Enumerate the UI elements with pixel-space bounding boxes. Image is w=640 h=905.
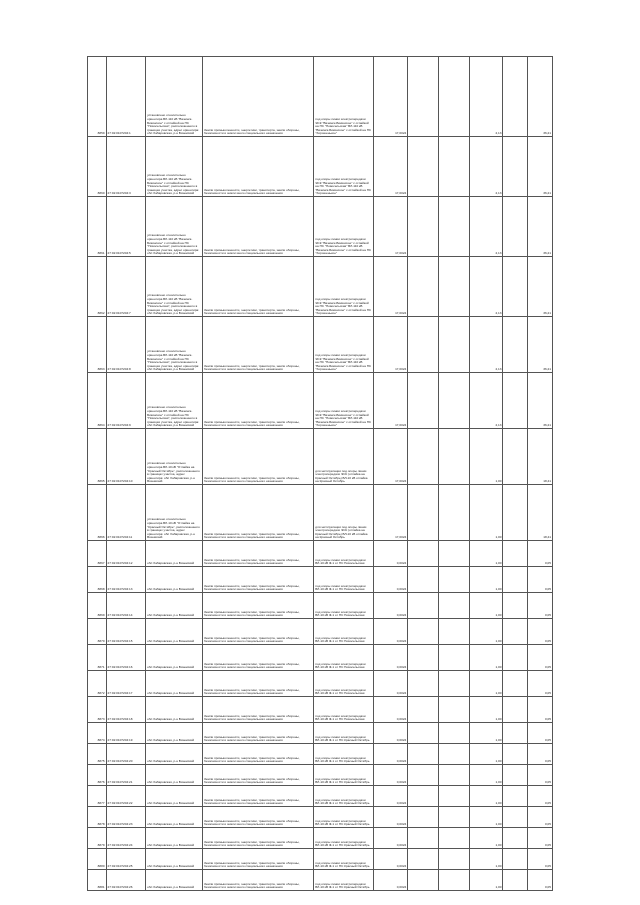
empty-cell-a bbox=[408, 541, 439, 567]
permitted-use: под опоры линии электропередачи ВЛ-10 кВ Ф-1 от ПС Красный Октябрь bbox=[314, 744, 373, 765]
table-row bbox=[88, 786, 553, 807]
area-value: 17,0024 bbox=[373, 137, 408, 197]
area-value: 0,0024 bbox=[373, 765, 408, 786]
location: установлено относительно ориентира ВЛ-110 кВ "Вяземск-Бикинское" с отпайкой на ПС "Новосельская", расположенного в границах участка, адрес ориентира: обл Хабаровская, р-н Вяземский bbox=[146, 197, 203, 257]
empty-cell-c bbox=[503, 849, 528, 870]
row-number: 8862 bbox=[88, 257, 107, 317]
row-number: 8864 bbox=[88, 373, 107, 429]
cadastral-number: 27:02:0107204:13 bbox=[106, 567, 146, 593]
permitted-use: для эксплуатации под опоры линии электропередачи ЭСК (отпайка на Красный Октябрь) ВЛ-10 кВ отпайка на Красный Октябрь bbox=[314, 485, 373, 541]
row-number: 8876 bbox=[88, 765, 107, 786]
area-value: 0,0024 bbox=[373, 593, 408, 619]
permitted-use: под опоры линии электропередачи ВЛ-10 кВ Ф-1 от ПС Красный Октябрь bbox=[314, 723, 373, 744]
sum-value: 36,21 bbox=[528, 317, 553, 373]
empty-cell-c bbox=[503, 744, 528, 765]
row-number: 8868 bbox=[88, 567, 107, 593]
sum-value: 0,05 bbox=[528, 828, 553, 849]
empty-cell-a bbox=[408, 870, 439, 891]
empty-cell-a bbox=[408, 849, 439, 870]
rate-value: 1,00 bbox=[470, 485, 503, 541]
area-value: 0,0024 bbox=[373, 697, 408, 723]
location: обл Хабаровская, р-н Вяземский bbox=[146, 645, 203, 671]
empty-cell-b bbox=[439, 645, 470, 671]
sum-value: 0,05 bbox=[528, 849, 553, 870]
sum-value: 18,41 bbox=[528, 429, 553, 485]
cadastral-number: 27:02:0107204:18 bbox=[106, 697, 146, 723]
location: установлено относительно ориентира ВЛ-10 кВ "Отпайка на "Красный Октябрь", расположенного в границах участка, адрес ориентира: обл Хабаровская, р-н Вяземский bbox=[146, 429, 203, 485]
area-value: 17,0024 bbox=[373, 429, 408, 485]
cadastral-number: 27:02:0107204:23 bbox=[106, 807, 146, 828]
empty-cell-c bbox=[503, 765, 528, 786]
rate-value: 2,13 bbox=[470, 257, 503, 317]
row-number: 8859 bbox=[88, 57, 107, 137]
empty-cell-a bbox=[408, 765, 439, 786]
sum-value: 0,05 bbox=[528, 807, 553, 828]
row-number: 8867 bbox=[88, 541, 107, 567]
empty-cell-a bbox=[408, 744, 439, 765]
empty-cell-b bbox=[439, 828, 470, 849]
permitted-use: под опоры линии электропередачи ВЛ-10 кВ Ф-1 от ПС Красный Октябрь bbox=[314, 807, 373, 828]
cadastral-number: 27:02:0107204:12 bbox=[106, 541, 146, 567]
cadastral-number: 27:02:0107204:19 bbox=[106, 723, 146, 744]
permitted-use: под опоры линии электропередачи ЭСК "Вяземск-Бикинское" с отпайкой на ПС "Новосельская" ВЛ-110 кВ "Вяземск-Бикинское" с отпайкой на ПС "Хорошенькое" bbox=[314, 373, 373, 429]
location: установлено относительно ориентира ВЛ-110 кВ "Вяземск-Бикинское" с отпайкой на ПС "Новосельская", расположенного в границах участка, адрес ориентира: обл Хабаровская, р-н Вяземский bbox=[146, 137, 203, 197]
empty-cell-c bbox=[503, 828, 528, 849]
land-category: Земли промышленности, энергетики, транспорта, земли обороны, безопасности и земли иного специального назначения bbox=[202, 671, 313, 697]
cadastral-number: 27:02:0107204:9 bbox=[106, 373, 146, 429]
empty-cell-b bbox=[439, 567, 470, 593]
cadastral-number: 27:02:0107204:25 bbox=[106, 849, 146, 870]
empty-cell-c bbox=[503, 697, 528, 723]
location: обл Хабаровская, р-н Вяземский bbox=[146, 786, 203, 807]
cadastral-number: 27:02:0107204:15 bbox=[106, 619, 146, 645]
sum-value: 36,21 bbox=[528, 257, 553, 317]
area-value: 0,0024 bbox=[373, 723, 408, 744]
empty-cell-b bbox=[439, 807, 470, 828]
area-value: 17,0024 bbox=[373, 373, 408, 429]
rate-value: 1,00 bbox=[470, 765, 503, 786]
permitted-use: под опоры линии электропередачи ВЛ-10 кВ Ф-1 от ПС Новосельская bbox=[314, 541, 373, 567]
land-category: Земли промышленности, энергетики, транспорта, земли обороны, безопасности и земли иного специального назначения bbox=[202, 57, 313, 137]
empty-cell-a bbox=[408, 317, 439, 373]
rate-value: 1,00 bbox=[470, 619, 503, 645]
row-number: 8880 bbox=[88, 849, 107, 870]
empty-cell-a bbox=[408, 671, 439, 697]
sum-value: 0,05 bbox=[528, 765, 553, 786]
empty-cell-a bbox=[408, 828, 439, 849]
rate-value: 1,00 bbox=[470, 697, 503, 723]
location: установлено относительно ориентира ВЛ-110 кВ "Вяземск-Бикинское" с отпайкой на ПС "Новосельская", расположенного в границах участка, адрес ориентира: обл Хабаровская, р-н Вяземский bbox=[146, 257, 203, 317]
permitted-use: под опоры линии электропередачи ВЛ-10 кВ Ф-1 от ПС Новосельская bbox=[314, 671, 373, 697]
sum-value: 36,21 bbox=[528, 137, 553, 197]
table-row bbox=[88, 828, 553, 849]
empty-cell-a bbox=[408, 137, 439, 197]
location: обл Хабаровская, р-н Вяземский bbox=[146, 593, 203, 619]
permitted-use: под опоры линии электропередачи ЭСК "Вяземск-Бикинское" с отпайкой на ПС "Новосельская" ВЛ-110 кВ "Вяземск-Бикинское" с отпайкой на ПС "Хорошенькое" bbox=[314, 317, 373, 373]
table-row bbox=[88, 870, 553, 891]
table-row bbox=[88, 645, 553, 671]
location: обл Хабаровская, р-н Вяземский bbox=[146, 723, 203, 744]
permitted-use: под опоры линии электропередачи ВЛ-10 кВ Ф-1 от ПС Новосельская bbox=[314, 697, 373, 723]
location: установлено относительно ориентира ВЛ-10 кВ "Отпайка на "Красный Октябрь", расположенного в границах участка, адрес ориентира: обл Хабаровская, р-н Вяземский bbox=[146, 485, 203, 541]
empty-cell-c bbox=[503, 567, 528, 593]
empty-cell-b bbox=[439, 849, 470, 870]
row-number: 8863 bbox=[88, 317, 107, 373]
sum-value: 0,05 bbox=[528, 786, 553, 807]
empty-cell-c bbox=[503, 671, 528, 697]
empty-cell-c bbox=[503, 807, 528, 828]
row-number: 8861 bbox=[88, 197, 107, 257]
cadastral-table bbox=[87, 56, 553, 891]
table-row bbox=[88, 765, 553, 786]
table-row bbox=[88, 567, 553, 593]
empty-cell-b bbox=[439, 744, 470, 765]
permitted-use: под опоры линии электропередачи ВЛ-10 кВ Ф-1 от ПС Красный Октябрь bbox=[314, 786, 373, 807]
cadastral-number: 27:02:0107204:11 bbox=[106, 485, 146, 541]
empty-cell-b bbox=[439, 429, 470, 485]
empty-cell-c bbox=[503, 541, 528, 567]
cadastral-number: 27:02:0107204:20 bbox=[106, 744, 146, 765]
table-row bbox=[88, 373, 553, 429]
land-category: Земли промышленности, энергетики, транспорта, земли обороны, безопасности и земли иного специального назначения bbox=[202, 485, 313, 541]
table-row bbox=[88, 429, 553, 485]
location: обл Хабаровская, р-н Вяземский bbox=[146, 828, 203, 849]
sum-value: 0,05 bbox=[528, 619, 553, 645]
sum-value: 0,05 bbox=[528, 567, 553, 593]
permitted-use: для эксплуатации под опоры линии электропередачи ЭСК (отпайка на Красный Октябрь) ВЛ-10 кВ отпайка на Красный Октябрь bbox=[314, 429, 373, 485]
permitted-use: под опоры линии электропередачи ВЛ-10 кВ Ф-1 от ПС Красный Октябрь bbox=[314, 849, 373, 870]
area-value: 17,0024 bbox=[373, 485, 408, 541]
empty-cell-c bbox=[503, 870, 528, 891]
area-value: 0,0024 bbox=[373, 567, 408, 593]
permitted-use: под опоры линии электропередачи ВЛ-10 кВ Ф-1 от ПС Красный Октябрь bbox=[314, 870, 373, 891]
land-category: Земли промышленности, энергетики, транспорта, земли обороны, безопасности и земли иного специального назначения bbox=[202, 257, 313, 317]
rate-value: 1,00 bbox=[470, 645, 503, 671]
sum-value: 0,05 bbox=[528, 645, 553, 671]
area-value: 17,0024 bbox=[373, 57, 408, 137]
cadastral-number: 27:02:0107204:10 bbox=[106, 429, 146, 485]
row-number: 8881 bbox=[88, 870, 107, 891]
location: обл Хабаровская, р-н Вяземский bbox=[146, 849, 203, 870]
location: обл Хабаровская, р-н Вяземский bbox=[146, 619, 203, 645]
sum-value: 0,05 bbox=[528, 697, 553, 723]
area-value: 0,0024 bbox=[373, 671, 408, 697]
table-row bbox=[88, 619, 553, 645]
empty-cell-c bbox=[503, 723, 528, 744]
land-category: Земли промышленности, энергетики, транспорта, земли обороны, безопасности и земли иного специального назначения bbox=[202, 870, 313, 891]
permitted-use: под опоры линии электропередачи ЭСК "Вяземск-Бикинское" с отпайкой на ПС "Новосельская" ВЛ-110 кВ "Вяземск-Бикинское" с отпайкой на ПС "Хорошенькое" bbox=[314, 197, 373, 257]
row-number: 8865 bbox=[88, 429, 107, 485]
empty-cell-a bbox=[408, 57, 439, 137]
rate-value: 1,00 bbox=[470, 593, 503, 619]
land-category: Земли промышленности, энергетики, транспорта, земли обороны, безопасности и земли иного специального назначения bbox=[202, 137, 313, 197]
empty-cell-c bbox=[503, 317, 528, 373]
rate-value: 1,00 bbox=[470, 828, 503, 849]
area-value: 0,0024 bbox=[373, 786, 408, 807]
area-value: 17,0024 bbox=[373, 197, 408, 257]
rate-value: 2,13 bbox=[470, 197, 503, 257]
empty-cell-a bbox=[408, 197, 439, 257]
permitted-use: под опоры линии электропередачи ВЛ-10 кВ Ф-1 от ПС Новосельская bbox=[314, 645, 373, 671]
sum-value: 0,05 bbox=[528, 671, 553, 697]
empty-cell-a bbox=[408, 807, 439, 828]
row-number: 8877 bbox=[88, 786, 107, 807]
land-category: Земли промышленности, энергетики, транспорта, земли обороны, безопасности и земли иного специального назначения bbox=[202, 317, 313, 373]
empty-cell-b bbox=[439, 257, 470, 317]
table-row bbox=[88, 807, 553, 828]
empty-cell-b bbox=[439, 373, 470, 429]
table-row bbox=[88, 697, 553, 723]
table-row bbox=[88, 485, 553, 541]
permitted-use: под опоры линии электропередачи ВЛ-10 кВ Ф-1 от ПС Новосельская bbox=[314, 593, 373, 619]
area-value: 0,0024 bbox=[373, 645, 408, 671]
permitted-use: под опоры линии электропередачи ЭСК "Вяземск-Бикинское" с отпайкой на ПС "Новосельская" ВЛ-110 кВ "Вяземск-Бикинское" с отпайкой на ПС "Хорошенькое" bbox=[314, 57, 373, 137]
empty-cell-b bbox=[439, 485, 470, 541]
empty-cell-b bbox=[439, 765, 470, 786]
empty-cell-c bbox=[503, 137, 528, 197]
area-value: 0,0024 bbox=[373, 744, 408, 765]
cadastral-number: 27:02:0107204:3 bbox=[106, 137, 146, 197]
row-number: 8875 bbox=[88, 744, 107, 765]
empty-cell-a bbox=[408, 373, 439, 429]
permitted-use: под опоры линии электропередачи ВЛ-10 кВ Ф-1 от ПС Красный Октябрь bbox=[314, 828, 373, 849]
rate-value: 1,00 bbox=[470, 807, 503, 828]
rate-value: 2,13 bbox=[470, 137, 503, 197]
empty-cell-a bbox=[408, 645, 439, 671]
empty-cell-b bbox=[439, 317, 470, 373]
rate-value: 1,00 bbox=[470, 429, 503, 485]
area-value: 0,0024 bbox=[373, 541, 408, 567]
empty-cell-a bbox=[408, 429, 439, 485]
land-category: Земли промышленности, энергетики, транспорта, земли обороны, безопасности и земли иного специального назначения bbox=[202, 697, 313, 723]
location: обл Хабаровская, р-н Вяземский bbox=[146, 541, 203, 567]
row-number: 8866 bbox=[88, 485, 107, 541]
sum-value: 0,05 bbox=[528, 541, 553, 567]
land-category: Земли промышленности, энергетики, транспорта, земли обороны, безопасности и земли иного специального назначения bbox=[202, 645, 313, 671]
land-category: Земли промышленности, энергетики, транспорта, земли обороны, безопасности и земли иного специального назначения bbox=[202, 593, 313, 619]
land-category: Земли промышленности, энергетики, транспорта, земли обороны, безопасности и земли иного специального назначения bbox=[202, 765, 313, 786]
land-category: Земли промышленности, энергетики, транспорта, земли обороны, безопасности и земли иного специального назначения bbox=[202, 744, 313, 765]
rate-value: 1,00 bbox=[470, 567, 503, 593]
table-row bbox=[88, 197, 553, 257]
table-row bbox=[88, 723, 553, 744]
empty-cell-c bbox=[503, 257, 528, 317]
area-value: 17,0024 bbox=[373, 317, 408, 373]
permitted-use: под опоры линии электропередачи ВЛ-10 кВ Ф-1 от ПС Красный Октябрь bbox=[314, 765, 373, 786]
empty-cell-b bbox=[439, 870, 470, 891]
sum-value: 0,05 bbox=[528, 870, 553, 891]
sum-value: 0,05 bbox=[528, 593, 553, 619]
area-value: 0,0024 bbox=[373, 619, 408, 645]
empty-cell-a bbox=[408, 697, 439, 723]
land-category: Земли промышленности, энергетики, транспорта, земли обороны, безопасности и земли иного специального назначения bbox=[202, 619, 313, 645]
row-number: 8873 bbox=[88, 697, 107, 723]
land-category: Земли промышленности, энергетики, транспорта, земли обороны, безопасности и земли иного специального назначения bbox=[202, 541, 313, 567]
location: обл Хабаровская, р-н Вяземский bbox=[146, 671, 203, 697]
permitted-use: под опоры линии электропередачи ВЛ-10 кВ Ф-1 от ПС Новосельская bbox=[314, 619, 373, 645]
location: установлено относительно ориентира ВЛ-110 кВ "Вяземск-Бикинское" с отпайкой на ПС "Новосельская", расположенного в границах участка, адрес ориентира: обл Хабаровская, р-н Вяземский bbox=[146, 317, 203, 373]
land-category: Земли промышленности, энергетики, транспорта, земли обороны, безопасности и земли иного специального назначения bbox=[202, 567, 313, 593]
land-category: Земли промышленности, энергетики, транспорта, земли обороны, безопасности и земли иного специального назначения bbox=[202, 849, 313, 870]
empty-cell-c bbox=[503, 645, 528, 671]
empty-cell-b bbox=[439, 723, 470, 744]
rate-value: 1,00 bbox=[470, 541, 503, 567]
row-number: 8871 bbox=[88, 645, 107, 671]
empty-cell-b bbox=[439, 197, 470, 257]
empty-cell-b bbox=[439, 541, 470, 567]
cadastral-number: 27:02:0107204:7 bbox=[106, 257, 146, 317]
empty-cell-c bbox=[503, 197, 528, 257]
sum-value: 36,21 bbox=[528, 373, 553, 429]
land-category: Земли промышленности, энергетики, транспорта, земли обороны, безопасности и земли иного специального назначения bbox=[202, 197, 313, 257]
cadastral-number: 27:02:0107204:26 bbox=[106, 870, 146, 891]
row-number: 8878 bbox=[88, 807, 107, 828]
permitted-use: под опоры линии электропередачи ЭСК "Вяземск-Бикинское" с отпайкой на ПС "Новосельская" ВЛ-110 кВ "Вяземск-Бикинское" с отпайкой на ПС "Хорошенькое" bbox=[314, 137, 373, 197]
location: обл Хабаровская, р-н Вяземский bbox=[146, 807, 203, 828]
empty-cell-b bbox=[439, 619, 470, 645]
table-row bbox=[88, 57, 553, 137]
sum-value: 18,41 bbox=[528, 485, 553, 541]
cadastral-number: 27:02:0107204:16 bbox=[106, 645, 146, 671]
area-value: 0,0024 bbox=[373, 828, 408, 849]
empty-cell-a bbox=[408, 567, 439, 593]
permitted-use: под опоры линии электропередачи ВЛ-10 кВ Ф-1 от ПС Новосельская bbox=[314, 567, 373, 593]
empty-cell-b bbox=[439, 593, 470, 619]
land-category: Земли промышленности, энергетики, транспорта, земли обороны, безопасности и земли иного специального назначения bbox=[202, 373, 313, 429]
location: обл Хабаровская, р-н Вяземский bbox=[146, 697, 203, 723]
empty-cell-c bbox=[503, 593, 528, 619]
empty-cell-b bbox=[439, 671, 470, 697]
empty-cell-c bbox=[503, 619, 528, 645]
empty-cell-a bbox=[408, 619, 439, 645]
cadastral-number: 27:02:0107204:14 bbox=[106, 593, 146, 619]
empty-cell-c bbox=[503, 429, 528, 485]
cadastral-number: 27:02:0107204:17 bbox=[106, 671, 146, 697]
table-row bbox=[88, 849, 553, 870]
location: обл Хабаровская, р-н Вяземский bbox=[146, 567, 203, 593]
empty-cell-b bbox=[439, 697, 470, 723]
sum-value: 0,05 bbox=[528, 744, 553, 765]
row-number: 8869 bbox=[88, 593, 107, 619]
table-row bbox=[88, 137, 553, 197]
location: установлено относительно ориентира ВЛ-110 кВ "Вяземск-Бикинское" с отпайкой на ПС "Новосельская", расположенного в границах участка, адрес ориентира: обл Хабаровская, р-н Вяземский bbox=[146, 373, 203, 429]
rate-value: 1,00 bbox=[470, 870, 503, 891]
empty-cell-c bbox=[503, 373, 528, 429]
location: обл Хабаровская, р-н Вяземский bbox=[146, 765, 203, 786]
area-value: 17,0024 bbox=[373, 257, 408, 317]
land-category: Земли промышленности, энергетики, транспорта, земли обороны, безопасности и земли иного специального назначения bbox=[202, 786, 313, 807]
table-row bbox=[88, 317, 553, 373]
row-number: 8870 bbox=[88, 619, 107, 645]
table-row bbox=[88, 541, 553, 567]
land-category: Земли промышленности, энергетики, транспорта, земли обороны, безопасности и земли иного специального назначения bbox=[202, 429, 313, 485]
location: установлено относительно ориентира ВЛ-110 кВ "Вяземск-Бикинское" с отпайкой на ПС "Новосельская", расположенного в границах участка, адрес ориентира: обл Хабаровская, р-н Вяземский bbox=[146, 57, 203, 137]
area-value: 0,0024 bbox=[373, 849, 408, 870]
cadastral-number: 27:02:0107204:1 bbox=[106, 57, 146, 137]
sum-value: 0,05 bbox=[528, 723, 553, 744]
empty-cell-c bbox=[503, 57, 528, 137]
table-row bbox=[88, 744, 553, 765]
empty-cell-a bbox=[408, 786, 439, 807]
cadastral-number: 27:02:0107204:22 bbox=[106, 786, 146, 807]
sum-value: 36,21 bbox=[528, 57, 553, 137]
rate-value: 1,00 bbox=[470, 723, 503, 744]
empty-cell-c bbox=[503, 786, 528, 807]
rate-value: 1,00 bbox=[470, 671, 503, 697]
rate-value: 1,00 bbox=[470, 786, 503, 807]
rate-value: 1,00 bbox=[470, 744, 503, 765]
area-value: 0,0024 bbox=[373, 807, 408, 828]
empty-cell-b bbox=[439, 57, 470, 137]
empty-cell-b bbox=[439, 137, 470, 197]
location: обл Хабаровская, р-н Вяземский bbox=[146, 870, 203, 891]
table-row bbox=[88, 593, 553, 619]
row-number: 8879 bbox=[88, 828, 107, 849]
cadastral-number: 27:02:0107204:8 bbox=[106, 317, 146, 373]
cadastral-number: 27:02:0107204:24 bbox=[106, 828, 146, 849]
location: обл Хабаровская, р-н Вяземский bbox=[146, 744, 203, 765]
empty-cell-a bbox=[408, 485, 439, 541]
land-category: Земли промышленности, энергетики, транспорта, земли обороны, безопасности и земли иного специального назначения bbox=[202, 807, 313, 828]
cadastral-number: 27:02:0107204:21 bbox=[106, 765, 146, 786]
cadastral-number: 27:02:0107204:5 bbox=[106, 197, 146, 257]
empty-cell-a bbox=[408, 593, 439, 619]
rate-value: 2,13 bbox=[470, 57, 503, 137]
area-value: 0,0024 bbox=[373, 870, 408, 891]
empty-cell-b bbox=[439, 786, 470, 807]
rate-value: 1,00 bbox=[470, 849, 503, 870]
land-category: Земли промышленности, энергетики, транспорта, земли обороны, безопасности и земли иного специального назначения bbox=[202, 723, 313, 744]
rate-value: 2,13 bbox=[470, 373, 503, 429]
row-number: 8872 bbox=[88, 671, 107, 697]
empty-cell-c bbox=[503, 485, 528, 541]
rate-value: 2,13 bbox=[470, 317, 503, 373]
table-row bbox=[88, 671, 553, 697]
permitted-use: под опоры линии электропередачи ЭСК "Вяземск-Бикинское" с отпайкой на ПС "Новосельская" ВЛ-110 кВ "Вяземск-Бикинское" с отпайкой на ПС "Хорошенькое" bbox=[314, 257, 373, 317]
empty-cell-a bbox=[408, 723, 439, 744]
empty-cell-a bbox=[408, 257, 439, 317]
row-number: 8860 bbox=[88, 137, 107, 197]
row-number: 8874 bbox=[88, 723, 107, 744]
sum-value: 36,21 bbox=[528, 197, 553, 257]
table-row bbox=[88, 257, 553, 317]
land-category: Земли промышленности, энергетики, транспорта, земли обороны, безопасности и земли иного специального назначения bbox=[202, 828, 313, 849]
